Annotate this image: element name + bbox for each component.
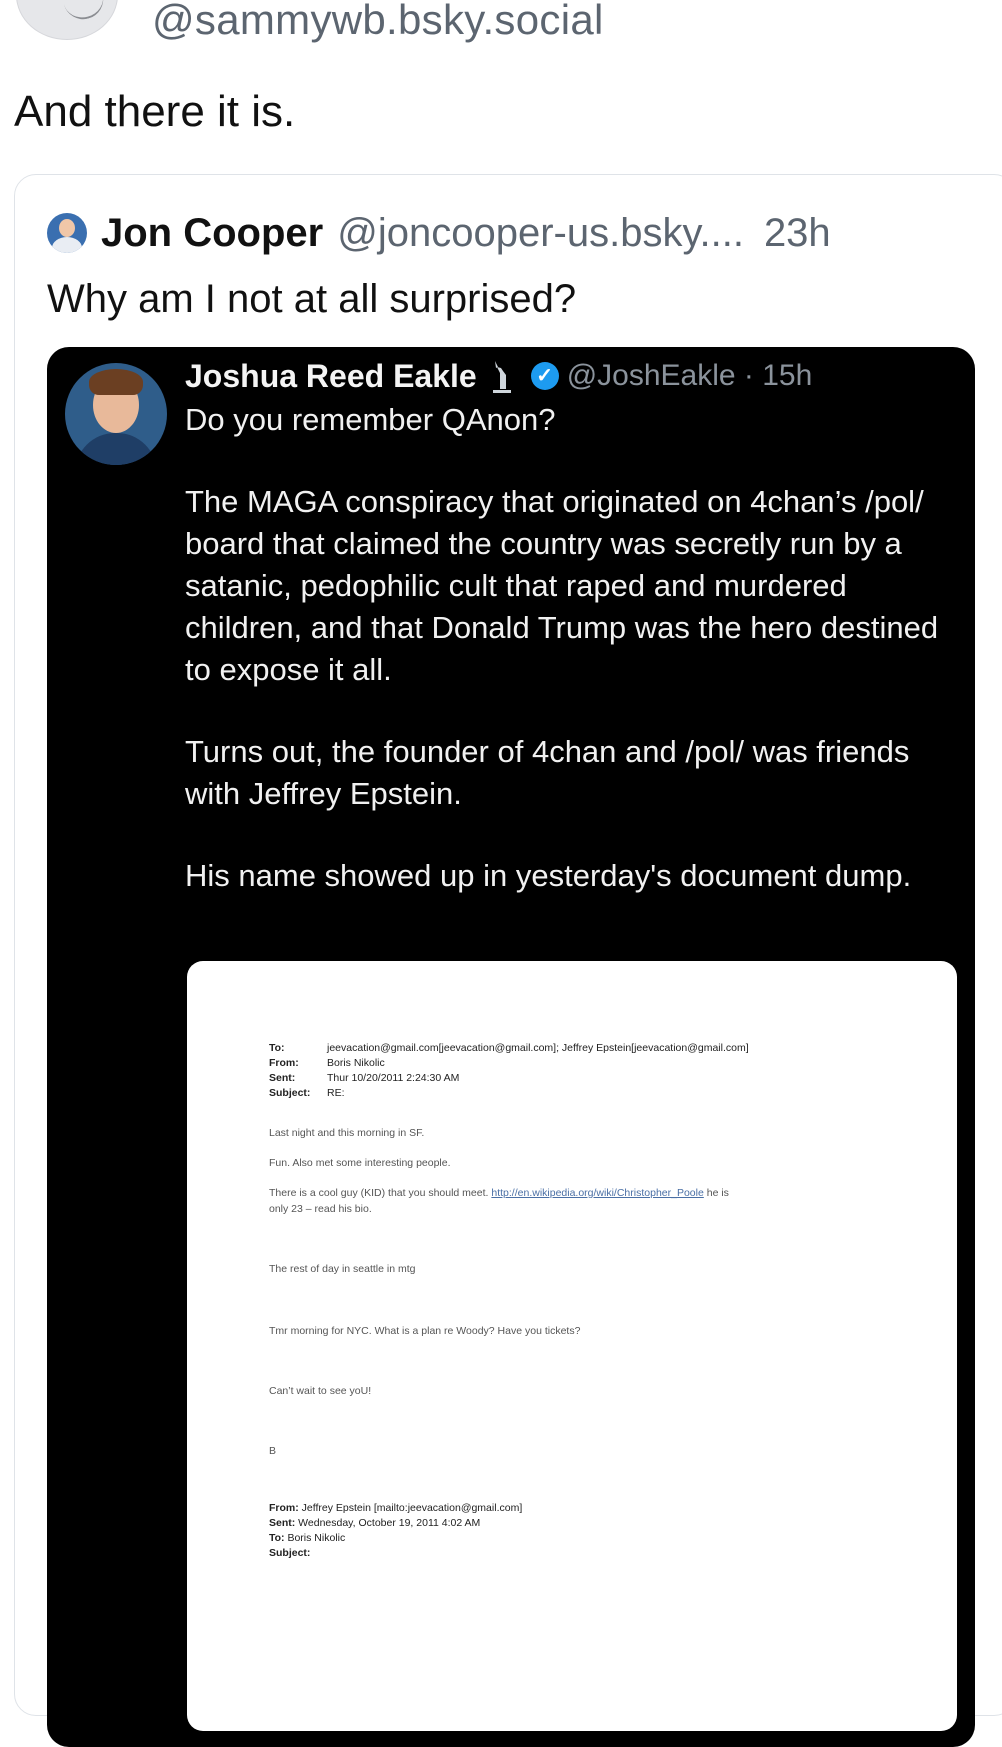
- fwd-subject-label: Subject:: [269, 1547, 311, 1559]
- email-line: The rest of day in seattle in mtg: [269, 1263, 416, 1275]
- email-subject: RE:: [327, 1087, 345, 1099]
- post-text: And there it is.: [14, 87, 296, 136]
- email-subject-label: Subject:: [269, 1087, 311, 1099]
- fwd-from: Jeffrey Epstein [mailto:jeevacation@gmail.com]: [301, 1502, 523, 1514]
- author-avatar[interactable]: [16, 0, 118, 40]
- tweet-author-avatar: [65, 363, 167, 465]
- quote-author-avatar[interactable]: [47, 213, 87, 253]
- tweet-paragraph: Do you remember QAnon?: [185, 402, 556, 437]
- quote-post-card[interactable]: [14, 174, 1002, 1716]
- fwd-to: Boris Nikolic: [287, 1532, 346, 1544]
- email-line-text: only 23 – read his bio.: [269, 1203, 372, 1215]
- email-sent: Thur 10/20/2011 2:24:30 AM: [327, 1072, 460, 1084]
- quote-timestamp: 23h: [763, 210, 831, 255]
- email-from-label: From:: [269, 1057, 299, 1069]
- email-header: [269, 1041, 749, 1101]
- email-from: Boris Nikolic: [327, 1057, 385, 1069]
- embedded-tweet-screenshot[interactable]: [47, 347, 975, 1747]
- email-line: Last night and this morning in SF.: [269, 1127, 425, 1139]
- fwd-from-label: From:: [269, 1502, 299, 1514]
- email-line: [269, 1185, 729, 1217]
- tweet-paragraph: Turns out, the founder of 4chan and /pol/ was friends with Jeffrey Epstein.: [185, 734, 910, 811]
- email-to: jeevacation@gmail.com[jeevacation@gmail.com]; Jeffrey Epstein[jeevacation@gmail.com]: [327, 1042, 749, 1054]
- email-line: B: [269, 1445, 277, 1457]
- email-line-text: There is a cool guy (KID) that you should meet.: [269, 1187, 489, 1199]
- quote-author-handle[interactable]: @joncooper-us.bsky....: [337, 210, 744, 255]
- email-forward-header: [269, 1501, 522, 1561]
- tweet-body: [185, 399, 955, 937]
- email-link: http://en.wikipedia.org/wiki/Christopher_Poole: [491, 1187, 704, 1199]
- email-line: Fun. Also met some interesting people.: [269, 1157, 451, 1169]
- email-line-text: he is: [706, 1187, 729, 1199]
- statue-of-liberty-icon: [489, 359, 515, 393]
- verified-badge-icon: ✓: [531, 362, 559, 390]
- tweet-handle-time: @JoshEakle · 15h: [566, 359, 813, 392]
- email-line: Tmr morning for NYC. What is a plan re Woody? Have you tickets?: [269, 1325, 581, 1337]
- fwd-sent-label: Sent:: [269, 1517, 296, 1529]
- author-handle[interactable]: @sammywb.bsky.social: [152, 0, 604, 43]
- fwd-to-label: To:: [269, 1532, 285, 1544]
- fwd-sent: Wednesday, October 19, 2011 4:02 AM: [298, 1517, 481, 1529]
- email-line: Can’t wait to see yoU!: [269, 1385, 372, 1397]
- tweet-paragraph: The MAGA conspiracy that originated on 4chan’s /pol/ board that claimed the country was secretly run by a satanic, pedophilic cult that raped and murdered children, and that Donald Trump was the hero destined to expose it all.: [185, 484, 939, 687]
- quote-text: Why am I not at all surprised?: [47, 277, 577, 321]
- email-sent-label: Sent:: [269, 1072, 296, 1084]
- quote-header: [47, 207, 831, 259]
- tweet-paragraph: His name showed up in yesterday's document dump.: [185, 858, 912, 893]
- tweet-header: [185, 355, 812, 397]
- email-document-image: [187, 961, 957, 1731]
- quote-author-name[interactable]: Jon Cooper: [101, 210, 324, 255]
- tweet-author-name: Joshua Reed Eakle: [185, 357, 477, 394]
- email-to-label: To:: [269, 1042, 285, 1054]
